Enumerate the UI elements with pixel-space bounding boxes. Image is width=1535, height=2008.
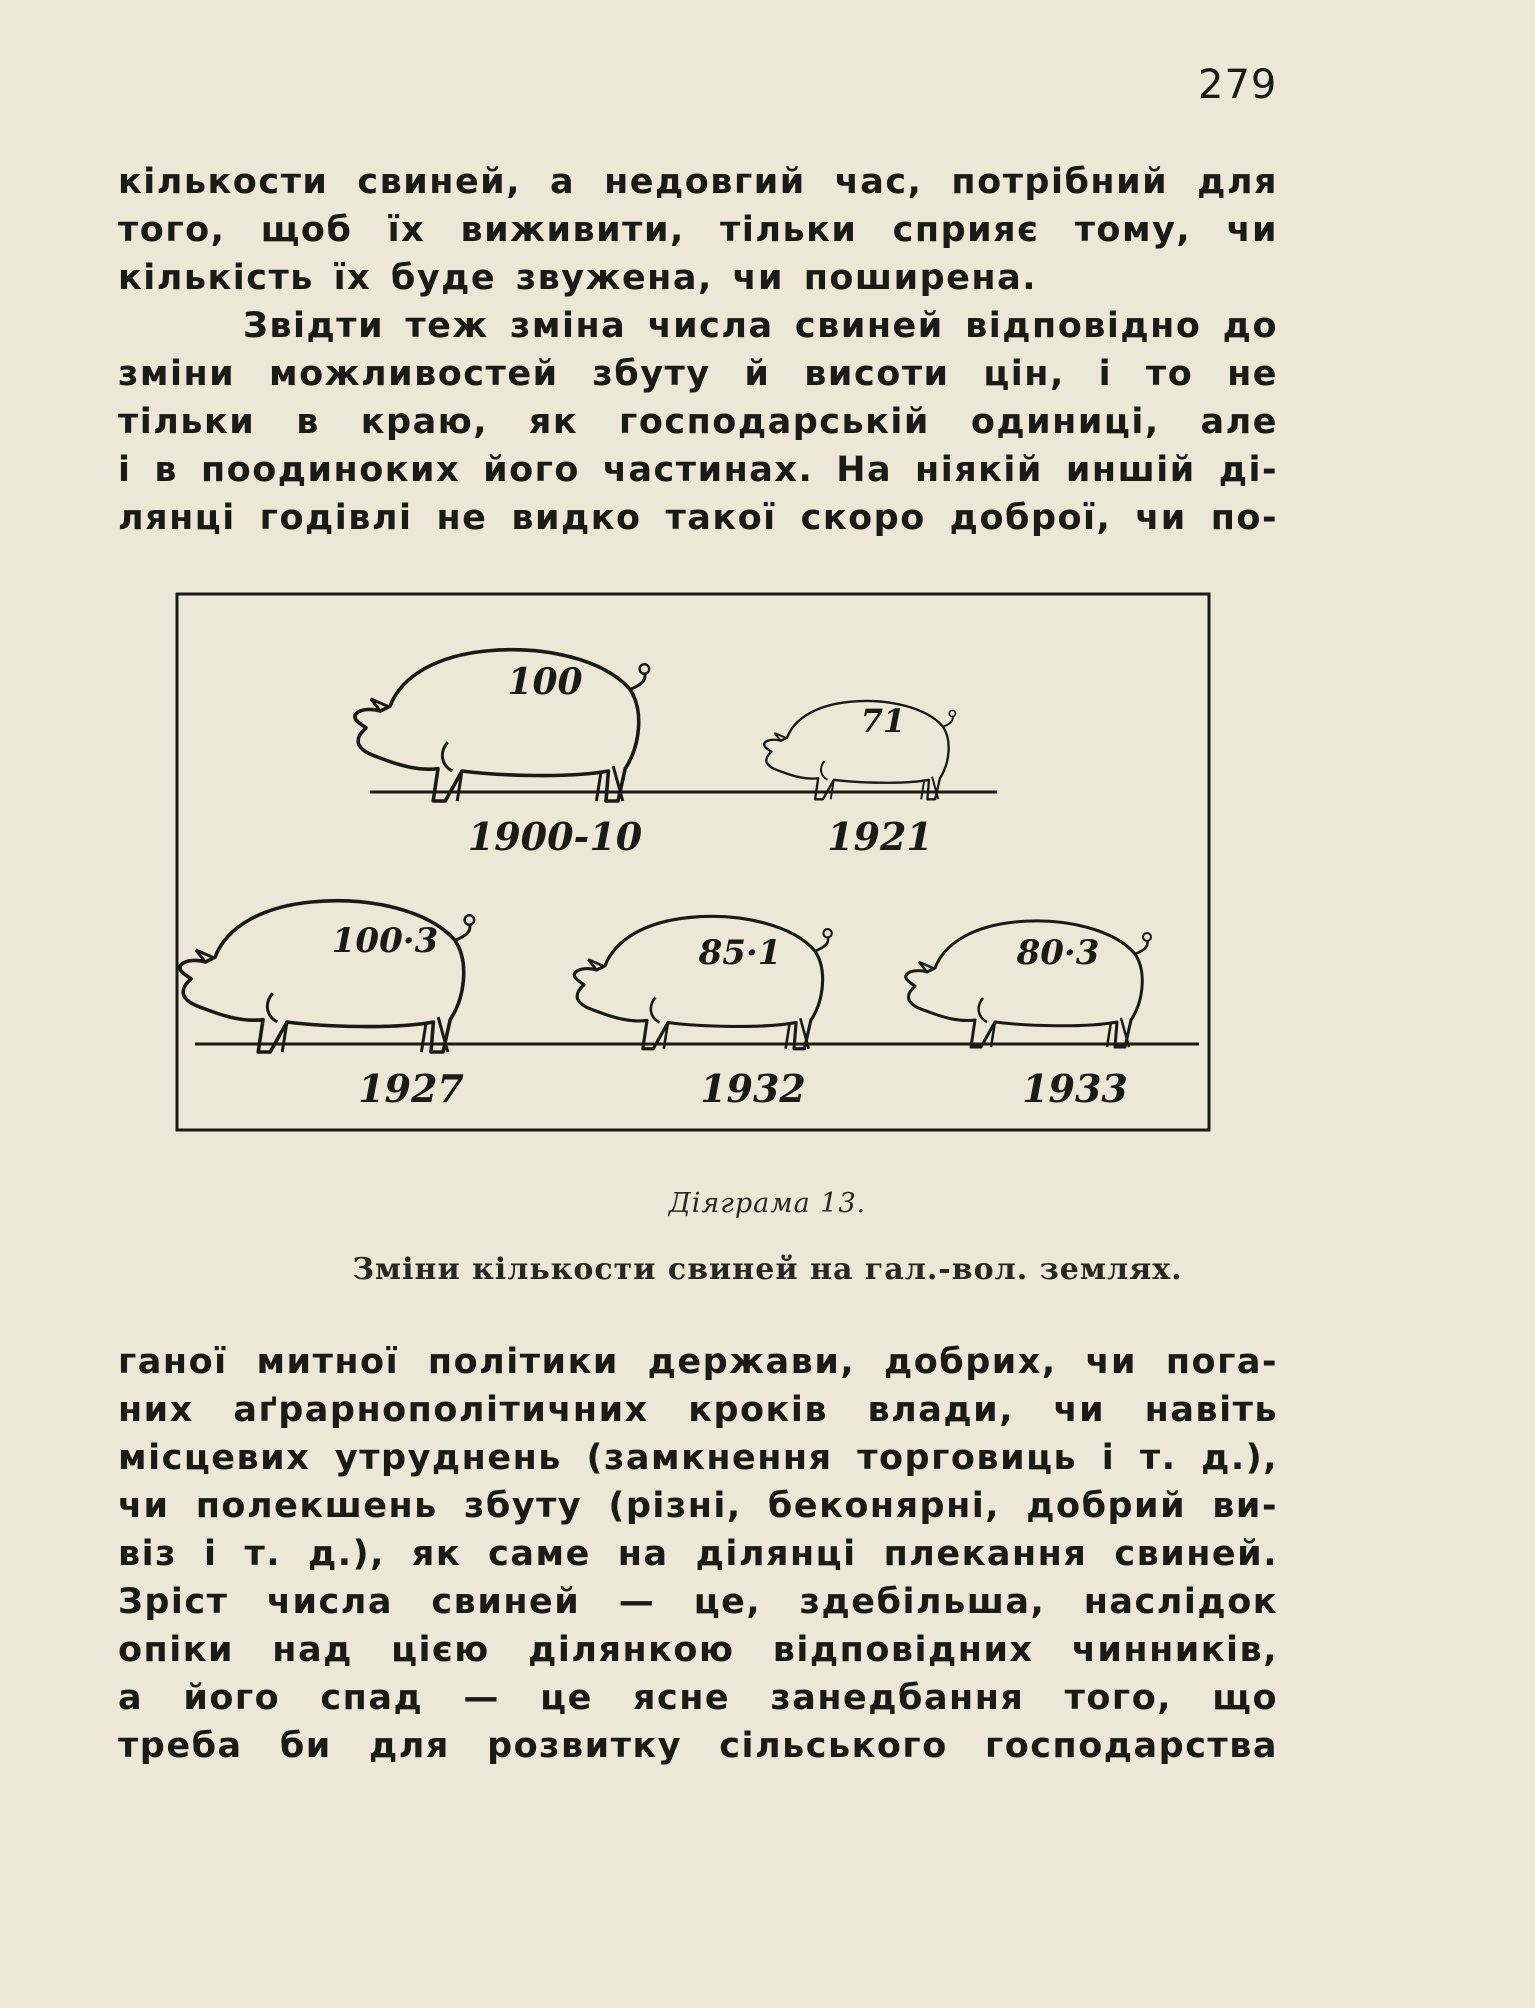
text-line: віз і т. д.), як саме на ділянці плекання свиней. [118, 1534, 1278, 1574]
text-line: чи полекшень збуту (різні, беконярні, добрий ви- [118, 1486, 1278, 1526]
text-line: них аґрарнополітичних кроків влади, чи навіть [118, 1390, 1278, 1430]
pig-1900-10 [355, 650, 649, 801]
body-text-top [118, 158, 1278, 542]
text-line: ганої митної політики держави, добрих, чи пога- [118, 1342, 1278, 1382]
pig-value: 100 [507, 661, 583, 703]
pig-diagram [175, 592, 1211, 1132]
diagram-label: Діяграма 13. [668, 1188, 867, 1219]
diagram-title: Зміни кількости свиней на гал.-вол. землях. [352, 1252, 1183, 1287]
year-label: 1921 [827, 814, 933, 859]
page-number: 279 [1198, 62, 1278, 108]
text-line: треба би для розвитку сільського господарства [118, 1726, 1278, 1766]
pig-value: 80·3 [1016, 933, 1100, 973]
text-line: кількість їх буде звужена, чи поширена. [118, 258, 1038, 298]
text-line: опіки над цією ділянкою відповідних чинників, [118, 1630, 1278, 1670]
year-label: 1927 [358, 1066, 464, 1111]
text-line: кількости свиней, а недовгий час, потрібний для [118, 162, 1278, 202]
text-line: зміни можливостей збуту й висоти цін, і то не [118, 354, 1278, 394]
figure-frame [177, 594, 1209, 1130]
text-line: і в поодиноких його частинах. На ніякій иншій ді- [118, 450, 1278, 490]
text-line: тільки в краю, як господарській одиниці, але [118, 402, 1278, 442]
text-line: Звідти теж зміна числа свиней відповідно до [243, 306, 1278, 346]
year-label: 1933 [1022, 1066, 1128, 1111]
text-line: а його спад — це ясне занедбання того, що [118, 1678, 1278, 1718]
text-line: місцевих утруднень (замкнення торговиць і т. д.), [118, 1438, 1278, 1478]
body-text-bottom [118, 1338, 1278, 1770]
text-line: Зріст числа свиней — це, здебільша, наслідок [118, 1582, 1278, 1622]
pig-value: 85·1 [698, 933, 782, 973]
year-label: 1900-10 [467, 814, 643, 859]
year-label: 1932 [700, 1066, 806, 1111]
text-line: лянці годівлі не видко такої скоро доброї, чи по- [118, 498, 1278, 538]
pig-value: 71 [860, 702, 906, 740]
text-line: того, щоб їх виживити, тільки сприяє тому, чи [118, 210, 1278, 250]
pig-value: 100·3 [331, 921, 439, 961]
